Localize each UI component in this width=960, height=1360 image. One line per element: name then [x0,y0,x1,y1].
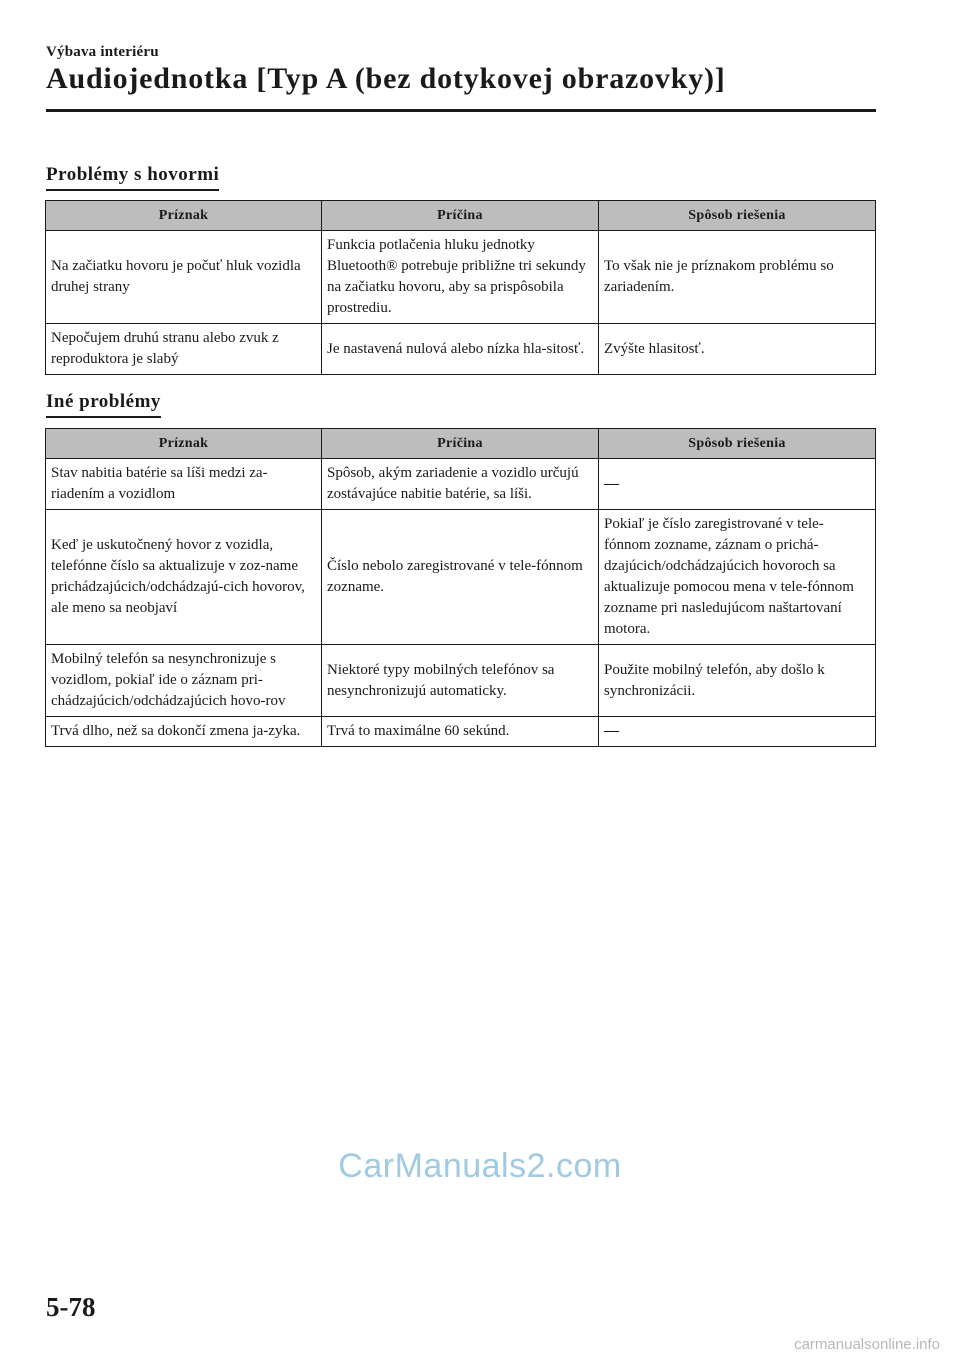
symptom-cell: Na začiatku hovoru je počuť hluk vozidla druhej strany [46,231,322,324]
table-header-row [46,201,876,231]
other-heading: Iné problémy [46,391,161,418]
section-label: Výbava interiéru [46,44,159,60]
table-header-row [46,429,876,459]
solution-cell: — [599,717,876,747]
table-row [46,231,876,324]
column-header-solution: Spôsob riešenia [599,201,876,231]
column-header-solution: Spôsob riešenia [599,429,876,459]
other-table [45,428,876,747]
solution-cell: Pokiaľ je číslo zaregistrované v tele-fónnom zozname, záznam o prichá-dzajúcich/odchádzajúcich hovoroch sa aktualizuje pomocou mena v tele-fónnom zozname pri nasledujúcom naštartovaní motora. [599,510,876,645]
solution-cell: Zvýšte hlasitosť. [599,324,876,375]
column-header-cause: Príčina [322,429,599,459]
column-header-symptom: Príznak [46,201,322,231]
solution-cell: — [599,459,876,510]
site-watermark: carmanualsonline.info [794,1336,940,1353]
symptom-cell: Nepočujem druhú stranu alebo zvuk z reproduktora je slabý [46,324,322,375]
table-row [46,324,876,375]
table-row [46,717,876,747]
column-header-cause: Príčina [322,201,599,231]
calls-heading: Problémy s hovormi [46,164,219,191]
symptom-cell: Trvá dlho, než sa dokončí zmena ja-zyka. [46,717,322,747]
page-title: Audiojednotka [Typ A (bez dotykovej obrazovky)] [46,62,726,95]
table-row [46,510,876,645]
solution-cell: To však nie je príznakom problému so zariadením. [599,231,876,324]
watermark-logo: CarManuals2.com [338,1147,622,1185]
symptom-cell: Stav nabitia batérie sa líši medzi za-riadením a vozidlom [46,459,322,510]
symptom-cell: Mobilný telefón sa nesynchronizuje s vozidlom, pokiaľ ide o záznam pri-chádzajúcich/odchádzajúcich hovo-rov [46,645,322,717]
symptom-cell: Keď je uskutočnený hovor z vozidla, telefónne číslo sa aktualizuje v zoz-name prichádzajúcich/odchádzajú-cich hovorov, ale meno sa neobjaví [46,510,322,645]
calls-table [45,200,876,375]
table-row [46,459,876,510]
cause-cell: Číslo nebolo zaregistrované v tele-fónnom zozname. [322,510,599,645]
cause-cell: Niektoré typy mobilných telefónov sa nesynchronizujú automaticky. [322,645,599,717]
column-header-symptom: Príznak [46,429,322,459]
cause-cell: Funkcia potlačenia hluku jednotky Bluetooth® potrebuje približne tri sekundy na začiatku hovoru, aby sa prispôsobila prostrediu. [322,231,599,324]
cause-cell: Trvá to maximálne 60 sekúnd. [322,717,599,747]
cause-cell: Je nastavená nulová alebo nízka hla-sitosť. [322,324,599,375]
solution-cell: Použite mobilný telefón, aby došlo k synchronizácii. [599,645,876,717]
cause-cell: Spôsob, akým zariadenie a vozidlo určujú zostávajúce nabitie batérie, sa líši. [322,459,599,510]
table-row [46,645,876,717]
page-number: 5-78 [46,1292,96,1322]
title-rule [46,109,876,112]
